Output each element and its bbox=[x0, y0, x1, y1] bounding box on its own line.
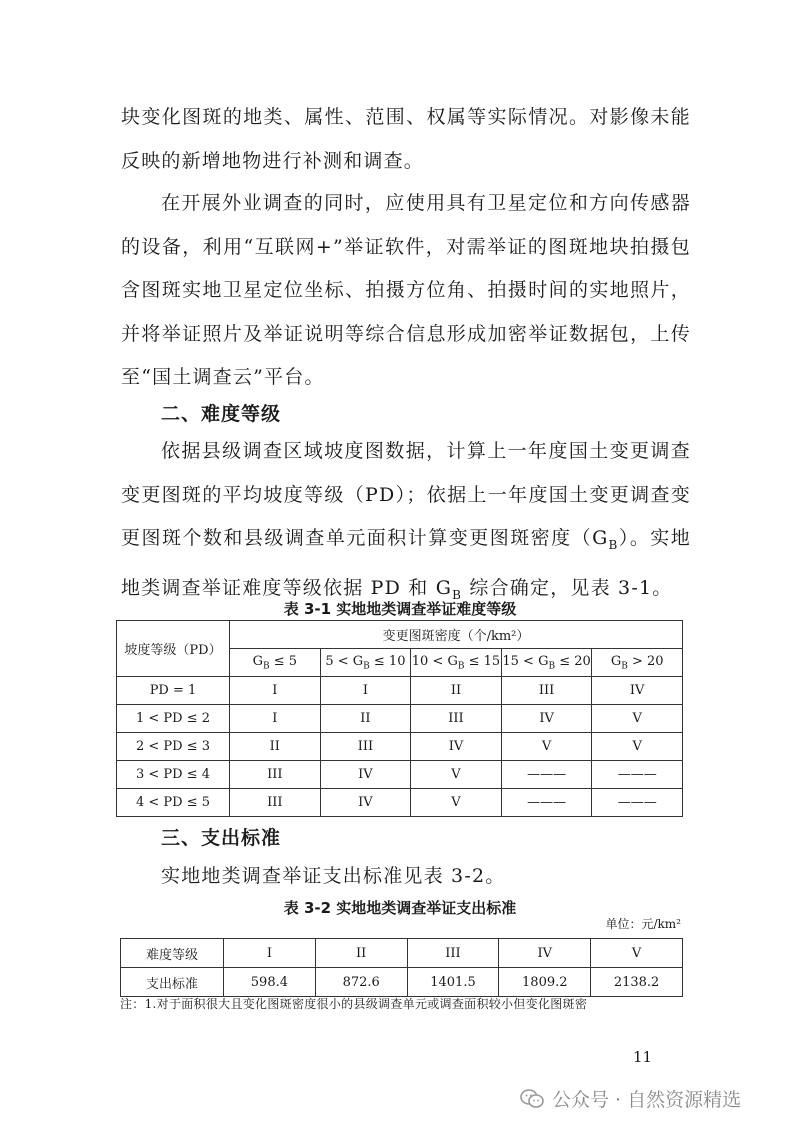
table-1-column-header: $G_B \le 5$ bbox=[230, 649, 321, 677]
difficulty-cell: I bbox=[230, 677, 321, 705]
difficulty-cell: ——— bbox=[501, 761, 592, 789]
difficulty-cell: V bbox=[411, 761, 502, 789]
table-row bbox=[117, 789, 683, 817]
difficulty-cell: III bbox=[230, 789, 321, 817]
expenditure-value-cell: 598.4 bbox=[224, 968, 316, 997]
difficulty-cell: I bbox=[320, 677, 411, 705]
table-2-unit: 单位：元/km² bbox=[605, 917, 681, 931]
expenditure-value-cell: 1401.5 bbox=[407, 968, 499, 997]
section-heading-difficulty: 二、难度等级 bbox=[161, 403, 282, 425]
watermark bbox=[520, 1085, 741, 1112]
expenditure-value-cell: 872.6 bbox=[315, 968, 407, 997]
slope-level-cell: 3 < PD ≤ 4 bbox=[117, 761, 230, 789]
table-note: 注：1.对于面积很大且变化图斑密度很小的县级调查单元或调查面积较小但变化图斑密 bbox=[120, 997, 588, 1011]
section-heading-expenditure: 三、支出标准 bbox=[161, 827, 282, 849]
difficulty-cell: IV bbox=[411, 733, 502, 761]
difficulty-cell: IV bbox=[320, 789, 411, 817]
difficulty-cell: II bbox=[230, 733, 321, 761]
difficulty-cell: IV bbox=[592, 677, 683, 705]
paragraph-2: 在开展外业调查的同时，应使用具有卫星定位和方向传感器的设备，利用“互联网+”举证软件，对需举证的图斑地块拍摄包含图斑实地卫星定位坐标、拍摄方位角、拍摄时间的实地照片，并将举证照片及举证说明等综合信息形成加密举证数据包，上传至“国土调查云”平台。 bbox=[121, 192, 691, 388]
difficulty-cell: V bbox=[501, 733, 592, 761]
table-1-column-header: $5 < G_B \le 10$ bbox=[320, 649, 411, 677]
table-row bbox=[117, 705, 683, 733]
table-1-column-header: $10 < G_B \le 15$ bbox=[411, 649, 502, 677]
table-1-column-header: $G_B > 20$ bbox=[592, 649, 683, 677]
expenditure-value-cell: 2138.2 bbox=[591, 968, 683, 997]
difficulty-cell: ——— bbox=[592, 789, 683, 817]
difficulty-cell: II bbox=[320, 705, 411, 733]
difficulty-cell: ——— bbox=[501, 789, 592, 817]
difficulty-cell: IV bbox=[320, 761, 411, 789]
table-1-column-header: $15 < G_B \le 20$ bbox=[501, 649, 592, 677]
table-row bbox=[117, 761, 683, 789]
slope-level-cell: PD = 1 bbox=[117, 677, 230, 705]
difficulty-cell: V bbox=[592, 733, 683, 761]
level-header-cell: III bbox=[407, 939, 499, 968]
expenditure-table bbox=[120, 938, 683, 997]
level-header-cell: IV bbox=[499, 939, 591, 968]
difficulty-cell: III bbox=[230, 761, 321, 789]
table-2-row-label: 支出标准 bbox=[121, 968, 224, 997]
difficulty-cell: III bbox=[320, 733, 411, 761]
level-header-cell: II bbox=[315, 939, 407, 968]
table-1-row-header: 坡度等级（PD） bbox=[117, 621, 230, 677]
difficulty-cell: II bbox=[411, 677, 502, 705]
slope-level-cell: 1 < PD ≤ 2 bbox=[117, 705, 230, 733]
table-1-group-header: 变更图斑密度（个/km²） bbox=[230, 621, 683, 649]
difficulty-cell: ——— bbox=[592, 761, 683, 789]
paragraph-3: 依据县级调查区域坡度图数据，计算上一年度国土变更调查变更图斑的平均坡度等级（PD）；依据上一年度国土变更调查变更图斑个数和县级调查单元面积计算变更图斑密度$(G_B)$。实地地类调查举证难度等级依据 PD 和 $G_B$ 综合确定，见表 3-1。 bbox=[121, 440, 691, 603]
table-2-caption: 表 3-2 实地地类调查举证支出标准 bbox=[283, 899, 517, 917]
difficulty-cell: III bbox=[411, 705, 502, 733]
table-row bbox=[117, 677, 683, 705]
table-1-caption: 表 3-1 实地地类调查举证难度等级 bbox=[283, 600, 517, 618]
watermark-text: 公众号 · 自然资源精选 bbox=[552, 1089, 742, 1111]
wechat-icon bbox=[520, 1088, 544, 1110]
page-number: 11 bbox=[633, 1048, 653, 1066]
difficulty-table bbox=[116, 620, 683, 817]
slope-level-cell: 4 < PD ≤ 5 bbox=[117, 789, 230, 817]
difficulty-cell: I bbox=[230, 705, 321, 733]
difficulty-cell: V bbox=[592, 705, 683, 733]
level-header-cell: I bbox=[224, 939, 316, 968]
table-row bbox=[117, 733, 683, 761]
paragraph-1: 块变化图斑的地类、属性、范围、权属等实际情况。对影像未能反映的新增地物进行补测和调查。 bbox=[121, 106, 691, 172]
difficulty-cell: IV bbox=[501, 705, 592, 733]
paragraph-4: 实地地类调查举证支出标准见表 3-2。 bbox=[161, 865, 506, 887]
difficulty-cell: III bbox=[501, 677, 592, 705]
slope-level-cell: 2 < PD ≤ 3 bbox=[117, 733, 230, 761]
difficulty-cell: V bbox=[411, 789, 502, 817]
table-2-header-label: 难度等级 bbox=[121, 939, 224, 968]
level-header-cell: V bbox=[591, 939, 683, 968]
expenditure-value-cell: 1809.2 bbox=[499, 968, 591, 997]
